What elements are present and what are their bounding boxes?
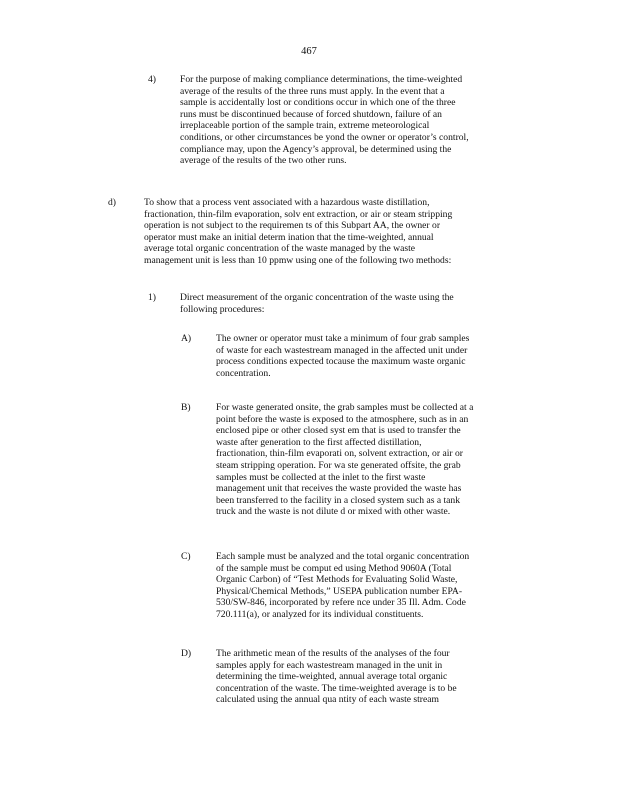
text-line: been transferred to the facility in a closed system such as a tank: [216, 494, 461, 506]
text-line: management unit that receives the waste provided the waste has: [216, 483, 462, 495]
text-line: runs must be discontinued because of forced shutdown, failure of an: [180, 108, 442, 120]
text-line: 530/SW-846, incorporated by refere nce under 35 Ill. Adm. Code: [216, 597, 466, 609]
text-line: truck and the waste is not dilute d or mixed with other waste.: [216, 506, 451, 518]
paragraph-C: [216, 551, 528, 621]
text-line: conditions, or other circumstances be yond the owner or operator’s control,: [180, 131, 469, 143]
text-line: Direct measurement of the organic concentration of the waste using the: [180, 292, 454, 303]
item-label-1: 1): [148, 292, 156, 303]
text-line: The owner or operator must take a minimum of four grab samples: [216, 333, 470, 344]
text-line: process conditions expected tocause the maximum waste organic: [216, 356, 466, 368]
text-line: Physical/Chemical Methods,” USEPA publication number EPA-: [216, 585, 463, 597]
item-label-A: A): [181, 333, 192, 344]
text-line: samples must be collected at the inlet to the first waste: [216, 471, 426, 483]
paragraph-A: [216, 333, 530, 379]
text-line: concentration.: [216, 367, 271, 379]
text-line: management unit is less than 10 ppmw using one of the following two methods:: [144, 254, 452, 266]
text-line: waste after generation to the first affected distillation,: [216, 436, 422, 448]
item-label-4: 4): [148, 74, 156, 85]
text-line: average of the results of the three runs must apply. In the event that a: [180, 85, 445, 97]
paragraph-4: [180, 74, 520, 167]
text-line: steam stripping operation. For wa ste generated offsite, the grab: [216, 459, 461, 471]
text-line: of the sample must be comput ed using Method 9060A (Total: [216, 562, 452, 574]
paragraph-1: [180, 292, 520, 315]
text-line: compliance may, upon the Agency’s approval, be determined using the: [180, 143, 452, 155]
text-line: average total organic concentration of the waste managed by the waste: [144, 243, 415, 255]
text-line: operation is not subject to the requiremen ts of this Subpart AA, the owner or: [144, 220, 441, 232]
text-line: samples apply for each wastestream managed in the unit in: [216, 659, 443, 671]
text-line: irreplaceable portion of the sample train, extreme meteorological: [180, 120, 430, 132]
page-number: 467: [301, 46, 317, 57]
text-line: For the purpose of making compliance determinations, the time-weighted: [180, 74, 463, 85]
text-line: average of the results of the two other runs.: [180, 155, 347, 167]
paragraph-D: [216, 648, 526, 706]
paragraph-d: [144, 197, 524, 267]
text-line: following procedures:: [180, 303, 265, 315]
text-line: Organic Carbon) of “Test Methods for Evaluating Solid Waste,: [216, 574, 458, 586]
text-line: operator must make an initial determ ination that the time-weighted, annual: [144, 231, 434, 243]
text-line: enclosed pipe or other closed syst em that is used to transfer the: [216, 425, 461, 437]
text-line: calculated using the annual qua ntity of each waste stream: [216, 694, 439, 706]
text-line: concentration of the waste. The time-weighted average is to be: [216, 682, 457, 694]
text-line: of waste for each wastestream managed in the affected unit under: [216, 344, 468, 356]
text-line: 720.111(a), or analyzed for its individual constituents.: [216, 608, 424, 620]
text-line: fractionation, thin-film evaporati on, solvent extraction, or air or: [216, 448, 463, 460]
text-line: To show that a process vent associated with a hazardous waste distillation,: [144, 197, 430, 208]
item-label-C: C): [181, 551, 191, 562]
item-label-D: D): [181, 648, 192, 659]
text-line: Each sample must be analyzed and the total organic concentration: [216, 551, 470, 562]
text-line: For waste generated onsite, the grab samples must be collected at a: [216, 402, 474, 413]
item-label-B: B): [181, 402, 191, 413]
text-line: determining the time-weighted, annual average total organic: [216, 671, 448, 683]
text-line: sample is accidentally lost or conditions occur in which one of the three: [180, 97, 456, 109]
item-label-d: d): [108, 197, 116, 208]
text-line: fractionation, thin-film evaporation, solv ent extraction, or air or steam stripping: [144, 208, 453, 220]
text-line: point before the waste is exposed to the atmosphere, such as in an: [216, 413, 469, 425]
text-line: The arithmetic mean of the results of the analyses of the four: [216, 648, 450, 659]
paragraph-B: [216, 402, 538, 518]
